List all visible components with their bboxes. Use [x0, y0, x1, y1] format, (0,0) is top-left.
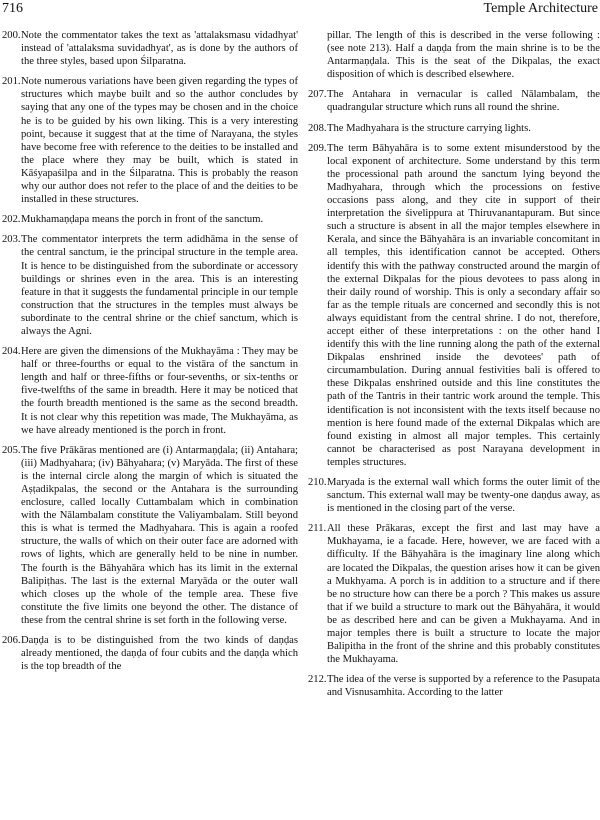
note-210: 210.Maryada is the external wall which forms the outer limit of the sanctum. This external wall may be twenty-one daṇḍus away, as is mentioned in the closing part of the verse. — [308, 477, 600, 515]
left-column — [2, 29, 298, 680]
running-title: Temple Architecture — [483, 1, 598, 16]
note-207: 207.The Antahara in vernacular is called Nālambalam, the quadrangular structure which runs all round the shrine. — [308, 89, 600, 114]
note-200: 200.Note the commentator takes the text as 'attalaksmasu vidadhyat' instead of 'attalaksma suvidadhyat', as is done by the authors of the three styles, based upon Śilparatna. — [2, 30, 298, 68]
note-206-continued: pillar. The length of this is described in the verse following : (see note 213). Half a daṇḍa from the main shrine is to be the Antarmaṇḍala. This is the seat of the Dikpalas, the exact disposition of which is described elsewhere. — [327, 30, 600, 81]
note-204: 204.Here are given the dimensions of the Mukhayāma : They may be half or three-fourths or equal to the vistāra of the sanctum in length and half or three-fifths or four-sevenths, or six-tenths or five-twelfths of the same in breadth. Here it may be noticed that the fourth breadth mentioned is the same as the second breadth. It is not clear why this repetition was made, The Mukhayāma, as we have already mentioned is the porch in front. — [2, 346, 298, 436]
note-206: 206.Daṇḍa is to be distinguished from the two kinds of daṇḍas already mentioned, the daṇḍa of four cubits and the daṇḍa which is the top breadth of the — [2, 635, 298, 673]
note-205: 205.The five Prākāras mentioned are (i) Antarmaṇḍala; (ii) Antahara; (iii) Madhyahara; (iv) Bāhyahara; (v) Maryāda. The first of these is the internal circle along the margin of which is situated the Aṣṭadikpalas, the second or the Antahara is the surrounding enclosure, called locally Cuttambalam which in combination with the Nālambalam constitute the Valiyambalam. Still beyond this is what is termed the Madhyahara. This is again a roofed structure, the walls of which on their outer face are adorned with rows of lights, which are generally held to be nine in number. The fourth is the Bāhyahāra which has its limit in the external Balipiṭhas. The last is the external Maryāda or the outer wall which closes up the whole of the temple area. These five constitute the five limits one beyond the other. The distance of these from the central shrine is set forth in the following verse. — [2, 444, 298, 626]
note-209: 209.The term Bāhyahāra is to some extent misunderstood by the local exponent of architecture. Some understand by this term the processional path around the sanctum lying beyond the Madhyahara, through which the processions on festive occasions pass along, and they cite in support of their interpretation the śivelippura at Thiruvanantapuram. But since such a structure is absent in all the major temples elsewhere in Kerala, and since the Bāhyahāra is an invariable concomitant in all temples, this identification cannot be accepted. Others identify this with the pathway constructed around the margin of the external Dikpalas for the pious devotees to pass along in their daily round of worship. This is only a secondary affair so far as the temple rituals are concerned and secondly this is not always equidistant from the central shrine. I do not, therefore, accept either of these interpretations : on the other hand I identify this with the line running along the path of the external Dikpalas enshrined inside the devotees' path of circumambulation. During annual festivities bali is offered to these Dikpalas enshrined outside and this line constitutes the path of the Tantris in their tantric work around the temple. This identification is not inconsistent with the texts itself because no mention is here found made of the external Dikpalas which are found existing in almost all major temples. This certainly cannot be characterised as post Narayana development in temples structures. — [308, 142, 600, 468]
page-header — [2, 0, 598, 18]
note-212: 212.The idea of the verse is supported by a reference to the Pasupata and Visnusamhita. According to the latter — [308, 674, 600, 699]
note-202: 202.Mukhamaṇḍapa means the porch in front of the sanctum. — [2, 214, 264, 226]
note-201: 201.Note numerous variations have been given regarding the types of structures which maybe built and so the author concludes by saying that any one of the types may be chosen and in the choice he is to be guided by his own liking. This is a very interesting point, because it suggest that at the time of Narayana, the styles have become free with reference to the deities to be installed and the place where they may be built, which is stated in Kāśyapaśilpa and in the Śilparatna. This is probably the reason why our author does not refer to the place of and the deities to be installed in these structures. — [2, 76, 298, 206]
right-column — [308, 29, 600, 707]
note-211: 211.All these Prākaras, except the first and last may have a Mukhayama, ie a facade. Here, however, we are faced with a difficulty. If the Bāhyahāra is the imaginary line along which are located the Dikpalas, the question arises how it can be given a Mukhyama. A porch is in addition to a structure and if there be no structure how can there be a porch ? This makes us assure that if we build a structure to mark out the Bāhyahāra, it would be as described here and can be given a Mukhayama. And in major temples there is built a structure to locate the major Balipitha in the front of the shrine and this probably constitutes the Mukhayama. — [308, 523, 600, 666]
note-203: 203.The commentator interprets the term adidhāma in the sense of the central sanctum, ie the principal structure in the temple area. It is hence to be distinguished from the subordinate or accessory buildings or shrines even in the area. This is an interesting feature in that it suggests the fundamental principle in our temple construction that the structures in the temples must always be subordinate to the central shrine or the chief sanctum, which is always the Agni. — [2, 234, 298, 337]
note-208: 208.The Madhyahara is the structure carrying lights. — [308, 122, 531, 134]
page-number: 716 — [2, 1, 23, 16]
